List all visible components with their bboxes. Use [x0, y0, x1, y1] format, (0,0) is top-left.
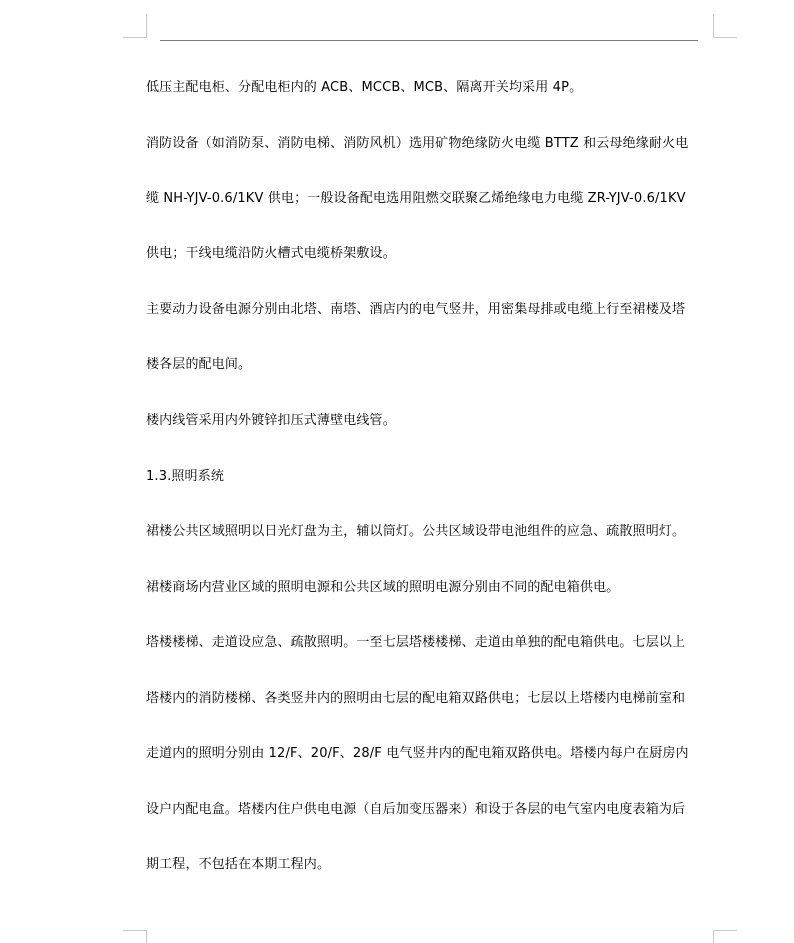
text-line: 低压主配电柜、分配电柜内的 ACB、MCCB、MCB、隔离开关均采用 4P。: [146, 80, 583, 95]
text-line: 设户内配电盒。塔楼内住户供电电源（自后加变压器来）和设于各层的电气室内电度表箱为后: [146, 802, 686, 817]
header-rule: [160, 40, 698, 41]
crop-mark-bottom-right: [713, 930, 737, 943]
text-line: 塔楼内的消防楼梯、各类竖井内的照明由七层的配电箱双路供电；七层以上塔楼内电梯前室和: [146, 691, 686, 706]
text-line: 楼各层的配电间。: [146, 357, 252, 372]
crop-mark-top-left: [123, 14, 147, 38]
crop-mark-bottom-left: [123, 930, 147, 943]
text-line: 缆 NH-YJV-0.6/1KV 供电；一般设备配电选用阻燃交联聚乙烯绝缘电力电缆 ZR-YJV-0.6/1KV: [146, 191, 686, 206]
text-line: 期工程，不包括在本期工程内。: [146, 857, 331, 872]
crop-mark-top-right: [713, 14, 737, 38]
section-heading: 1.3.照明系统: [146, 469, 225, 484]
text-line: 裙楼公共区域照明以日光灯盘为主，辅以筒灯。公共区域设带电池组件的应急、疏散照明灯。: [146, 524, 686, 539]
text-line: 主要动力设备电源分别由北塔、南塔、酒店内的电气竖井，用密集母排或电缆上行至裙楼及塔: [146, 302, 686, 317]
text-line: 走道内的照明分别由 12/F、20/F、28/F 电气竖井内的配电箱双路供电。塔楼内每户在厨房内: [146, 746, 689, 761]
text-line: 裙楼商场内营业区域的照明电源和公共区域的照明电源分别由不同的配电箱供电。: [146, 580, 620, 595]
text-line: 消防设备（如消防泵、消防电梯、消防风机）选用矿物绝缘防火电缆 BTTZ 和云母绝缘耐火电: [146, 136, 689, 151]
text-line: 供电；干线电缆沿防火槽式电缆桥架敷设。: [146, 246, 396, 261]
text-line: 楼内线管采用内外镀锌扣压式薄壁电线管。: [146, 413, 396, 428]
text-line: 塔楼楼梯、走道设应急、疏散照明。一至七层塔楼楼梯、走道由单独的配电箱供电。七层以上: [146, 635, 686, 650]
